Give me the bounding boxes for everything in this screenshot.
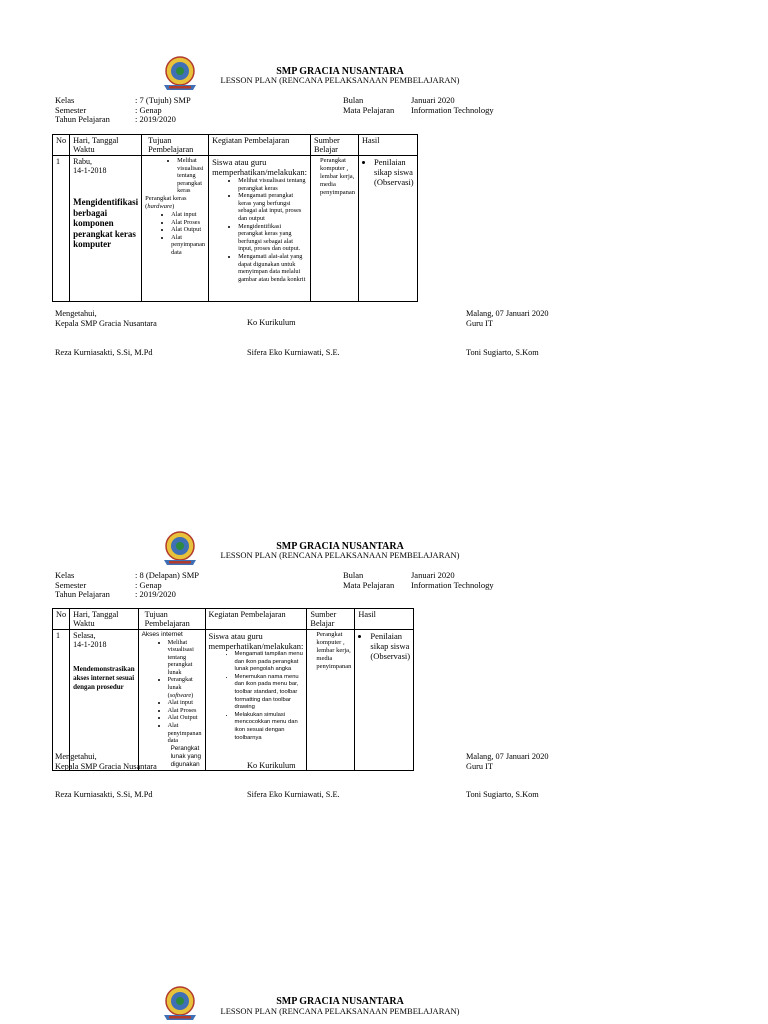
tujuan-list [142, 639, 202, 745]
ko-kurikulum-text: Ko Kurikulum [247, 761, 296, 770]
kegiatan-item: • Melakukan simulasi mencocokkan menu dan ikon sesuai dengan toolbarnya [235, 712, 304, 742]
tujuan-item: • Alat input [171, 211, 205, 219]
kegiatan-intro: Siswa atau guru memperhatikan/melakukan: [208, 631, 304, 651]
lesson-plan-title: LESSON PLAN (RENCANA PELAKSANAAN PEMBELAJARAN) [220, 1006, 460, 1016]
tujuan-list-2 [145, 211, 205, 257]
mapel-value: Information Technology [411, 104, 494, 115]
hasil-list [362, 157, 414, 187]
sumber-text: Perangkat komputer , lembar kerja, media penyimpanan [316, 631, 352, 670]
signature-left [55, 752, 157, 771]
kelas-label: Kelas [55, 95, 75, 105]
hardware-text-a: Perangkat keras ( [145, 194, 187, 210]
bulan-value: Januari 2020 [411, 95, 455, 105]
table-row [53, 156, 418, 302]
lesson-table [52, 134, 418, 302]
mengetahui-text: Mengetahui, [55, 752, 97, 761]
tahun-label: Tahun Pelajaran [55, 589, 110, 599]
th-hasil: Hasil [355, 609, 414, 630]
tujuan-item: • Alat input [168, 699, 202, 707]
tujuan-list-1 [145, 157, 205, 195]
lesson-plan-title: LESSON PLAN (RENCANA PELAKSANAAN PEMBELAJARAN) [220, 75, 460, 85]
tahun-label: Tahun Pelajaran [55, 114, 110, 124]
name-headmaster: Reza Kurniasakti, S.Si, M.Pd [55, 348, 153, 357]
day-text: Selasa, [73, 631, 96, 640]
th-kegiatan: Kegiatan Pembelajaran [209, 135, 311, 156]
subject-labels [343, 571, 394, 590]
cell-date [70, 630, 138, 771]
cell-no: 1 [53, 156, 70, 302]
tujuan-item: • Alat penyimpanan data [168, 722, 202, 745]
date-text: 14-1-2018 [73, 640, 107, 649]
cell-sumber [310, 156, 358, 302]
kegiatan-item: • Mengidentifikasi perangkat keras yang berfungsi sebagai alat input, proses dan output. [238, 223, 307, 253]
semester-label: Semester [55, 579, 87, 590]
semester-value: : Genap [135, 579, 162, 590]
tujuan-item: • Alat Proses [168, 707, 202, 715]
software-text-a: Perangkat lunak ( [167, 676, 193, 699]
bulan-value: Januari 2020 [411, 570, 455, 580]
class-info [55, 571, 110, 600]
cell-hasil [355, 630, 414, 771]
th-hari: Hari, Tanggal Waktu [70, 609, 138, 630]
tahun-value: : 2019/2020 [135, 114, 176, 124]
mapel-value: Information Technology [411, 579, 494, 590]
hardware-heading [145, 195, 205, 211]
th-hari: Hari, Tanggal Waktu [70, 135, 142, 156]
name-headmaster: Reza Kurniasakti, S.Si, M.Pd [55, 790, 153, 799]
tujuan-item: • Melihat visualisasi tentang perangkat lunak [168, 639, 202, 677]
place-date-text: Malang, 07 Januari 2020 [466, 309, 549, 318]
hasil-item: • Penilaian sikap siswa (Observasi) [370, 631, 410, 661]
cell-no: 1 [53, 630, 70, 771]
name-curriculum: Sifera Eko Kurniawati, S.E. [247, 348, 340, 357]
topic-text: Mengidentifikasi berbagai komponen perangkat keras komputer [73, 197, 139, 249]
cell-date [70, 156, 142, 302]
class-values [135, 571, 199, 600]
cell-hasil [358, 156, 417, 302]
hasil-item: • Penilaian sikap siswa (Observasi) [374, 157, 414, 187]
semester-label: Semester [55, 104, 87, 115]
guru-it-text: Guru IT [466, 761, 493, 771]
school-logo [158, 55, 202, 93]
date-text: 14-1-2018 [73, 166, 107, 175]
th-hasil: Hasil [358, 135, 417, 156]
school-logo [158, 530, 202, 568]
mapel-label: Mata Pelajaran [343, 579, 395, 590]
kelas-value: : 8 (Delapan) SMP [135, 570, 199, 580]
class-info [55, 96, 110, 125]
kegiatan-item: • Mengamati alat-alat yang dapat digunakan untuk menyimpan data melalui gambar atau benda konkrit [238, 253, 307, 283]
cell-kegiatan [205, 630, 307, 771]
topic-text: Mendemonstrasikan akses internet sesuai dengan prosedur [73, 665, 135, 691]
school-name: SMP GRACIA NUSANTARA [276, 66, 404, 77]
kegiatan-intro: Siswa atau guru memperhatikan/melakukan: [212, 157, 307, 177]
school-logo [158, 985, 202, 1023]
tujuan-item: • Alat Output [171, 226, 205, 234]
th-tujuan: Tujuan Pembelajaran [138, 609, 205, 630]
bulan-label: Bulan [343, 570, 364, 580]
th-sumber: Sumber Belajar [310, 135, 358, 156]
sumber-text: Perangkat komputer , lembar kerja, media penyimpanan [319, 157, 355, 196]
kegiatan-item: • Mengamati perangkat keras yang berfungsi sebagai alat input, proses dan output [238, 192, 307, 222]
cell-tujuan [142, 156, 209, 302]
name-curriculum: Sifera Eko Kurniawati, S.E. [247, 790, 340, 799]
kepala-text: Kepala SMP Gracia Nusantara [55, 761, 157, 771]
name-teacher: Toni Sugiarto, S.Kom [466, 790, 539, 799]
tujuan-item: • Melihat visualisasi tentang perangkat keras [177, 157, 205, 195]
ko-kurikulum-text: Ko Kurikulum [247, 318, 296, 327]
tujuan-item: • Alat penyimpanan data [171, 234, 205, 257]
day-text: Rabu, [73, 157, 93, 166]
kegiatan-item: • Menemukan nama menu dan ikon pada menu bar, toolbar standard, toolbar formatting dan toolbar drawing [235, 674, 304, 712]
class-values [135, 96, 191, 125]
guru-it-text: Guru IT [466, 318, 493, 328]
cell-sumber [307, 630, 355, 771]
kegiatan-list [212, 177, 307, 283]
th-kegiatan: Kegiatan Pembelajaran [205, 609, 307, 630]
subject-values [411, 571, 494, 590]
semester-value: : Genap [135, 104, 162, 115]
tujuan-item: • Alat Output [168, 714, 202, 722]
mengetahui-text: Mengetahui, [55, 309, 97, 318]
lesson-table [52, 608, 414, 771]
school-name: SMP GRACIA NUSANTARA [276, 541, 404, 552]
place-date-text: Malang, 07 Januari 2020 [466, 752, 549, 761]
signature-right [466, 309, 549, 328]
hardware-text-b: ) [172, 202, 175, 210]
tujuan-post: Perangkat lunak yang digunakan [170, 744, 202, 768]
name-teacher: Toni Sugiarto, S.Kom [466, 348, 539, 357]
th-sumber: Sumber Belajar [307, 609, 355, 630]
kepala-text: Kepala SMP Gracia Nusantara [55, 318, 157, 328]
th-no: No [53, 135, 70, 156]
software-text-b: ) [191, 691, 194, 699]
school-name: SMP GRACIA NUSANTARA [276, 996, 404, 1007]
kelas-label: Kelas [55, 570, 75, 580]
tahun-value: : 2019/2020 [135, 589, 176, 599]
signature-right [466, 752, 549, 771]
table-header-row [53, 135, 418, 156]
lesson-plan-title: LESSON PLAN (RENCANA PELAKSANAAN PEMBELAJARAN) [220, 550, 460, 560]
tujuan-item-software [168, 676, 202, 699]
hardware-italic: hardware [147, 202, 173, 210]
tujuan-pre: Akses internet [141, 631, 183, 638]
software-italic: software [169, 691, 192, 699]
table-header-row [53, 609, 414, 630]
mapel-label: Mata Pelajaran [343, 104, 395, 115]
subject-values [411, 96, 494, 115]
kegiatan-item: • Mengamati tampilan menu dan ikon pada perangkat lunak pengolah angka [235, 651, 304, 674]
cell-kegiatan [209, 156, 311, 302]
signature-left [55, 309, 157, 328]
th-no: No [53, 609, 70, 630]
th-tujuan: Tujuan Pembelajaran [142, 135, 209, 156]
subject-labels [343, 96, 394, 115]
kegiatan-item: • Melihat visualisasi tentang perangkat keras [238, 177, 307, 192]
kegiatan-list [209, 651, 304, 742]
bulan-label: Bulan [343, 95, 364, 105]
kelas-value: : 7 (Tujuh) SMP [135, 95, 191, 105]
cell-tujuan [138, 630, 205, 771]
tujuan-item: • Alat Proses [171, 219, 205, 227]
table-row [53, 630, 414, 771]
hasil-list [358, 631, 410, 661]
